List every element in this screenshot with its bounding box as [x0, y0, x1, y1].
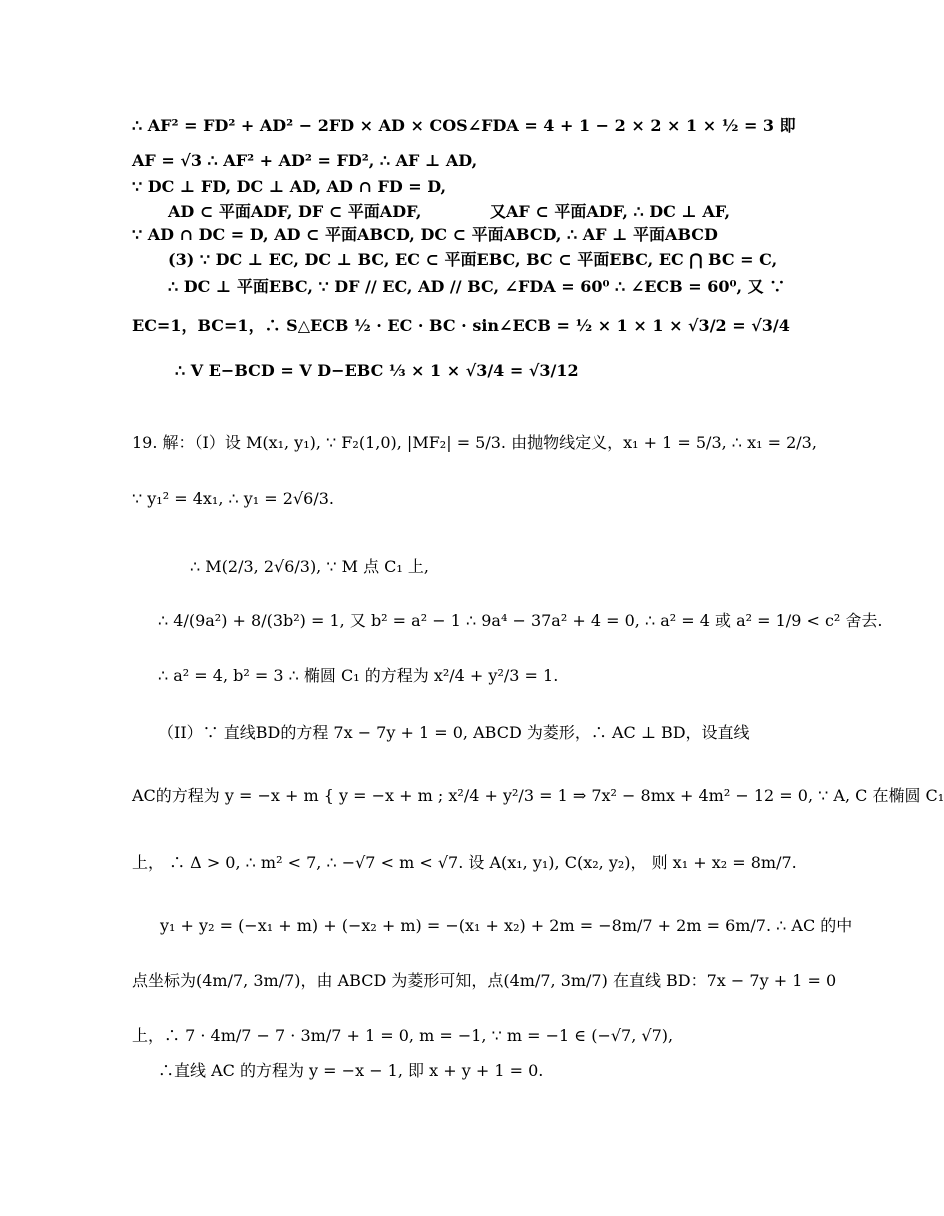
line-af-cosine: ∴ AF² = FD² + AD² − 2FD × AD × COS∠FDA = 4 + 1 − 2 × 2 × 1 × ½ = 3 即: [132, 116, 796, 135]
line-angle-ecb: ∴ DC ⊥ 平面EBC, ∵ DF // EC, AD // BC, ∠FDA = 60⁰ ∴ ∠ECB = 60⁰, 又 ∵: [168, 277, 786, 296]
line-part2-bd: （II）∵ 直线BD的方程 7x − 7y + 1 = 0, ABCD 为菱形，∴ AC ⊥ BD，设直线: [158, 723, 750, 742]
line-part3-premise: (3) ∵ DC ⊥ EC, DC ⊥ BC, EC ⊂ 平面EBC, BC ⊂ 平面EBC, EC ⋂ BC = C,: [168, 250, 778, 269]
line-q19-start: 19. 解：（I）设 M(x₁, y₁), ∵ F₂(1,0), |MF₂| = 5/3. 由抛物线定义，x₁ + 1 = 5/3, ∴ x₁ = 2/3,: [132, 433, 817, 452]
line-ac-system: AC的方程为 y = −x + m { y = −x + m ; x²/4 + y²/3 = 1 ⇒ 7x² − 8mx + 4m² − 12 = 0, ∵ A, C 在椭圆 C₁: [132, 786, 944, 805]
line-midpoint: 点坐标为(4m/7, 3m/7)，由 ABCD 为菱形可知，点(4m/7, 3m/7) 在直线 BD：7x − 7y + 1 = 0: [132, 971, 837, 990]
line-ellipse-equation: ∴ a² = 4, b² = 3 ∴ 椭圆 C₁ 的方程为 x²/4 + y²/3 = 1.: [158, 666, 559, 685]
line-af-sqrt3: AF = √3 ∴ AF² + AD² = FD², ∴ AF ⊥ AD,: [132, 151, 478, 170]
line-area-ecb: EC=1，BC=1，∴ S△ECB ½ · EC · BC · sin∠ECB = ½ × 1 × 1 × √3/2 = √3/4: [132, 316, 790, 335]
line-solve-m: 上，∴ 7 · 4m/7 − 7 · 3m/7 + 1 = 0, m = −1, ∵ m = −1 ∈ (−√7, √7),: [132, 1026, 674, 1045]
line-y-sum: y₁ + y₂ = (−x₁ + m) + (−x₂ + m) = −(x₁ + x₂) + 2m = −8m/7 + 2m = 6m/7. ∴ AC 的中: [160, 916, 853, 935]
line-solve-a: ∴ 4/(9a²) + 8/(3b²) = 1, 又 b² = a² − 1 ∴ 9a⁴ − 37a² + 4 = 0, ∴ a² = 4 或 a² = 1/9 < c² 舍去.: [158, 611, 883, 630]
line-dc-perp: ∵ DC ⊥ FD, DC ⊥ AD, AD ∩ FD = D,: [132, 177, 447, 196]
line-af-perp-plane: ∵ AD ∩ DC = D, AD ⊂ 平面ABCD, DC ⊂ 平面ABCD, ∴ AF ⊥ 平面ABCD: [132, 225, 718, 244]
line-discriminant: 上， ∴ Δ > 0, ∴ m² < 7, ∴ −√7 < m < √7. 设 A(x₁, y₁), C(x₂, y₂)， 则 x₁ + x₂ = 8m/7.: [132, 853, 797, 872]
line-y1: ∵ y₁² = 4x₁, ∴ y₁ = 2√6/3.: [132, 489, 335, 508]
line-ad-in-plane: AD ⊂ 平面ADF, DF ⊂ 平面ADF,: [168, 202, 422, 221]
line-point-m: ∴ M(2/3, 2√6/3), ∵ M 点 C₁ 上,: [190, 557, 430, 576]
line-ac-result: ∴直线 AC 的方程为 y = −x − 1, 即 x + y + 1 = 0.: [158, 1061, 544, 1080]
line-af-in-plane: 又AF ⊂ 平面ADF, ∴ DC ⊥ AF,: [490, 202, 731, 221]
line-volume: ∴ V E−BCD = V D−EBC ⅓ × 1 × √3/4 = √3/12: [175, 361, 579, 380]
